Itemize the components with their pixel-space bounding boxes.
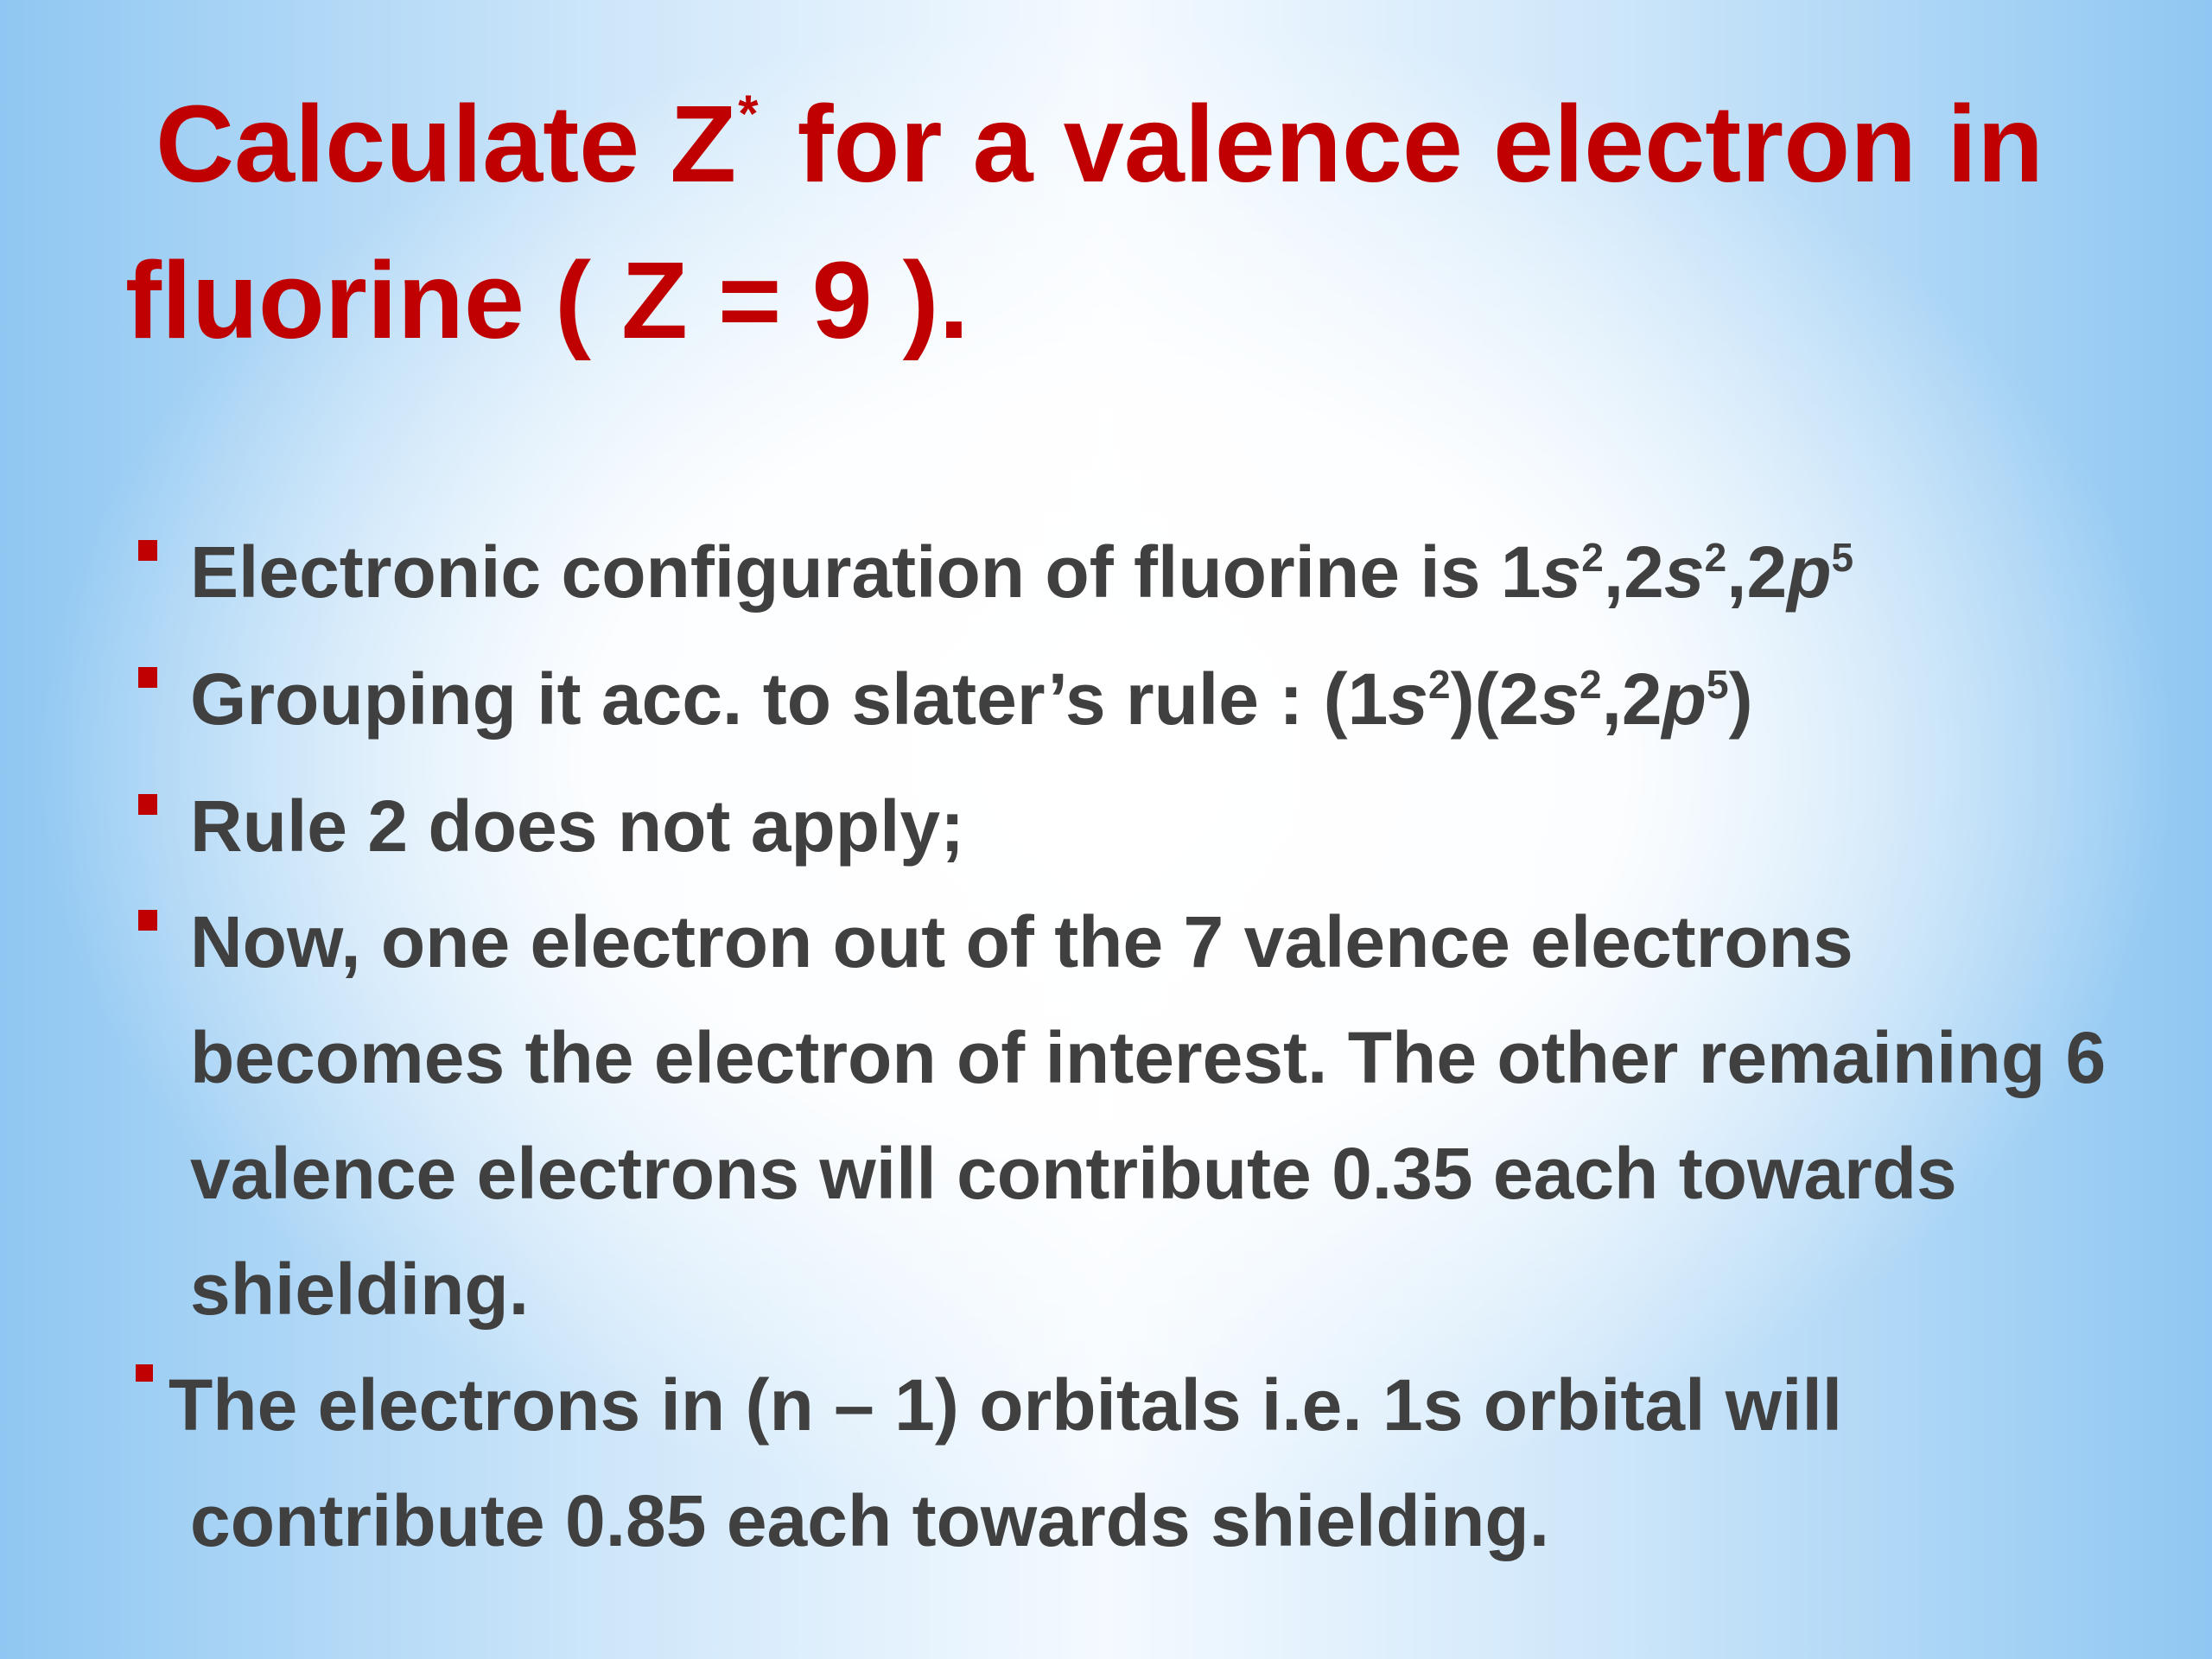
square-bullet-icon (136, 1364, 153, 1382)
bullet-text: ) (1728, 658, 1753, 740)
bullet-text: Rule 2 does not apply; (190, 785, 965, 867)
orbital-label: p (1662, 658, 1707, 740)
square-bullet-icon (138, 540, 157, 561)
bullet-text: The electrons in (n – 1) orbitals i.e. 1s orbital will (168, 1364, 1843, 1446)
bullet-electron-of-interest (125, 884, 2113, 1347)
bullet-text: ,2 (1601, 658, 1662, 740)
title-text-part2: for a valence electron in (766, 83, 2044, 205)
bullet-n-minus-1-orbitals (125, 1347, 2113, 1579)
orbital-label: s (1541, 531, 1582, 613)
bullet-text: Grouping it acc. to slater’s rule : (1 (190, 658, 1389, 740)
bullet-grouping (125, 641, 2113, 768)
slide-title (125, 76, 2113, 369)
superscript: 5 (1831, 535, 1854, 580)
bullet-text: Now, one electron out of the 7 valence electrons becomes the electron of interest. The other remaining 6 valence electrons will contribute 0.35 each towards shielding. (190, 901, 2107, 1330)
bullet-text-continuation: contribute 0.85 each towards shielding. (190, 1480, 1550, 1561)
superscript: 5 (1706, 662, 1729, 707)
orbital-label: p (1787, 531, 1832, 613)
orbital-label: s (1663, 531, 1705, 613)
bullet-text: )(2 (1450, 658, 1540, 740)
superscript: 2 (1580, 662, 1602, 707)
bullet-text: Electronic configuration of fluorine is 1 (190, 531, 1541, 613)
bullet-text: ,2 (1726, 531, 1788, 613)
orbital-label: s (1388, 658, 1429, 740)
superscript: 2 (1704, 535, 1727, 580)
superscript: 2 (1581, 535, 1604, 580)
title-line-2: fluorine ( Z = 9 ). (125, 239, 969, 361)
square-bullet-icon (138, 794, 157, 815)
superscript: 2 (1428, 662, 1451, 707)
square-bullet-icon (138, 667, 157, 688)
bullet-list (125, 514, 2113, 1579)
bullet-electronic-configuration (125, 514, 2113, 641)
square-bullet-icon (138, 910, 157, 931)
orbital-label: s (1539, 658, 1580, 740)
bullet-rule-2 (125, 768, 2113, 884)
bullet-text: ,2 (1603, 531, 1664, 613)
title-superscript: * (738, 85, 759, 143)
title-line-1 (156, 76, 2044, 232)
title-text-part1: Calculate Z (156, 83, 737, 205)
